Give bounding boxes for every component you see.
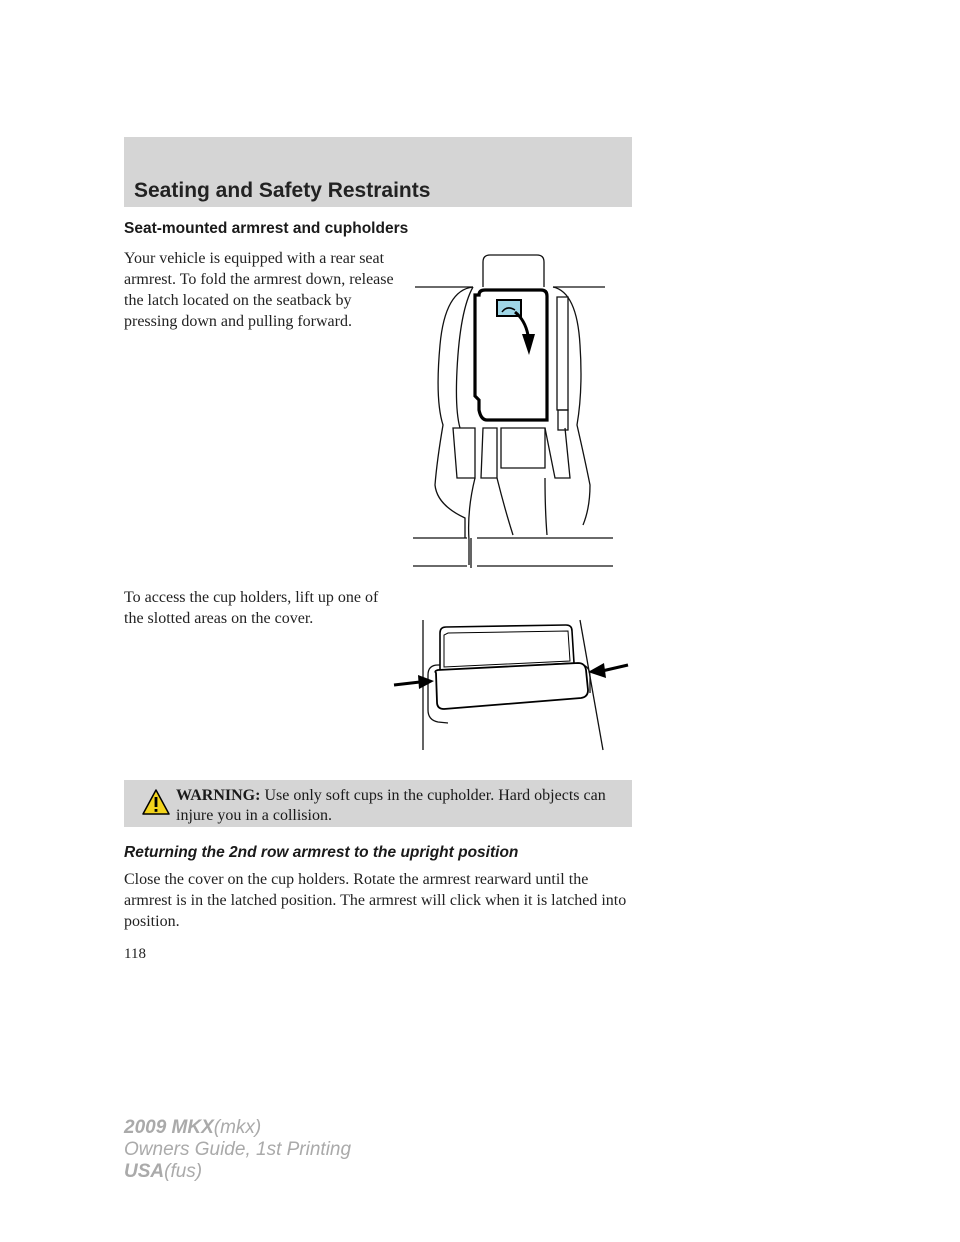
footer bbox=[124, 1117, 351, 1183]
subsection-title: Returning the 2nd row armrest to the upright position bbox=[124, 844, 519, 861]
footer-printing: Owners Guide, 1st Printing bbox=[124, 1139, 352, 1160]
warning-label: WARNING: bbox=[176, 787, 261, 804]
page-header-title: Seating and Safety Restraints bbox=[134, 179, 431, 202]
seat-armrest-illustration bbox=[405, 250, 620, 575]
section-title: Seat-mounted armrest and cupholders bbox=[124, 220, 409, 237]
footer-model: 2009 MKX bbox=[124, 1117, 214, 1138]
left-arrow-icon bbox=[418, 675, 434, 689]
cupholder-cover-illustration bbox=[388, 615, 633, 755]
armrest-fold-paragraph: Your vehicle is equipped with a rear seat armrest. To fold the armrest down, release the latch located on the seatback by pressing down and pulling forward. bbox=[124, 250, 394, 330]
warning-message: Use only soft cups in the cupholder. Hard objects can injure you in a collision. bbox=[176, 787, 606, 824]
footer-region-code: (fus) bbox=[164, 1161, 203, 1182]
warning-triangle-icon bbox=[142, 789, 170, 815]
upright-position-paragraph: Close the cover on the cup holders. Rotate the armrest rearward until the armrest is in the latched position. The armrest will click when it is latched into position. bbox=[124, 871, 627, 930]
right-arrow-icon bbox=[588, 663, 606, 678]
header-band bbox=[124, 137, 632, 207]
footer-region: USA bbox=[124, 1161, 165, 1182]
warning-box bbox=[124, 780, 632, 827]
warning-text bbox=[176, 786, 616, 826]
footer-model-code: (mkx) bbox=[213, 1117, 262, 1138]
page-number: 118 bbox=[124, 946, 146, 962]
cupholder-paragraph: To access the cup holders, lift up one of the slotted areas on the cover. bbox=[124, 589, 379, 627]
